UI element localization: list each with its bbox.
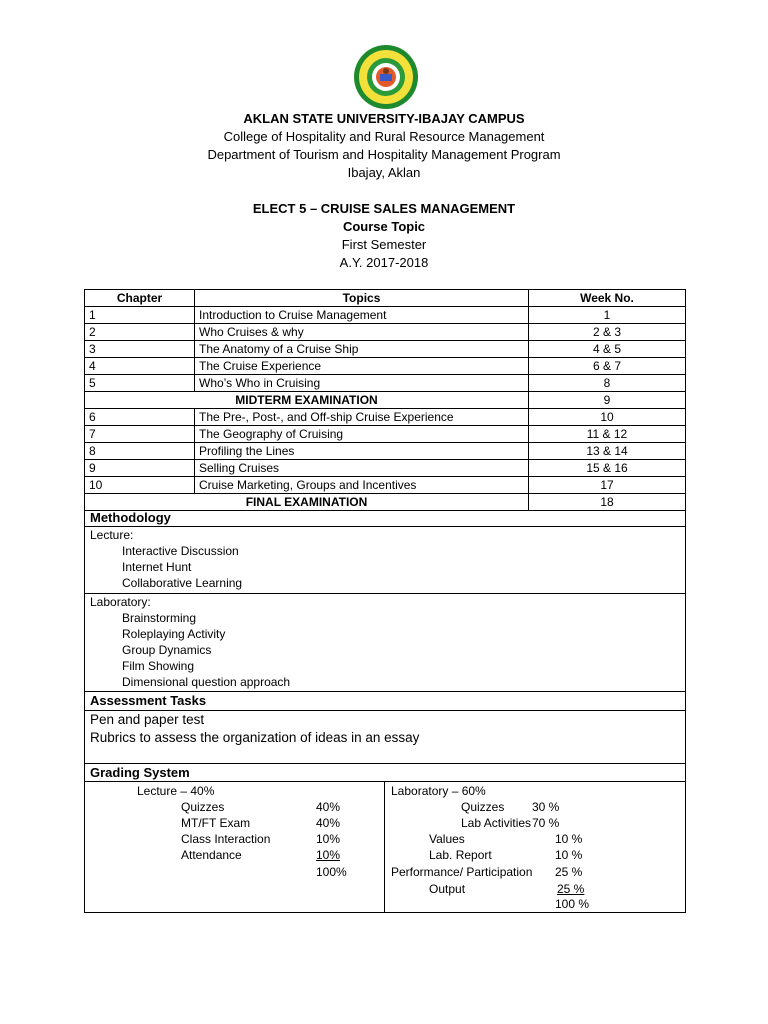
- methodology-title: Methodology: [90, 510, 171, 525]
- table-row: [85, 409, 686, 426]
- week-cell: 4 & 5: [529, 341, 686, 358]
- grade-item-value: 25 %: [555, 865, 583, 879]
- week-cell: 2 & 3: [529, 324, 686, 341]
- grade-item-value: 10 %: [555, 832, 583, 846]
- college-name: College of Hospitality and Rural Resource Management: [223, 129, 545, 144]
- table-row: [85, 426, 686, 443]
- grade-item-value: 40%: [316, 816, 341, 830]
- grade-item-name: Lab Activities: [461, 816, 532, 830]
- list-item: Rubrics to assess the organization of ideas in an essay: [90, 730, 420, 745]
- list-item: Dimensional question approach: [122, 675, 291, 689]
- chapter-cell: 9: [85, 460, 195, 477]
- laboratory-grade-label: Laboratory – 60%: [391, 784, 486, 798]
- lecture-grading: [85, 782, 385, 912]
- list-item: Pen and paper test: [90, 712, 205, 727]
- list-item: Group Dynamics: [122, 643, 212, 657]
- table-row: [85, 375, 686, 392]
- table-row: [85, 460, 686, 477]
- assessment-section: [84, 692, 686, 711]
- grade-item-name: Performance/ Participation: [391, 865, 533, 879]
- grade-item-value: 40%: [316, 800, 341, 814]
- lecture-label: Lecture:: [90, 528, 134, 542]
- chapter-cell: 5: [85, 375, 195, 392]
- assessment-tasks: [84, 711, 686, 764]
- header-chapter: Chapter: [85, 290, 195, 307]
- chapter-cell: 6: [85, 409, 195, 426]
- header-week: Week No.: [529, 290, 686, 307]
- topic-cell: Profiling the Lines: [195, 443, 529, 460]
- grading-title: Grading System: [90, 765, 190, 780]
- grade-item-name: Output: [429, 882, 466, 896]
- table-row: [85, 477, 686, 494]
- topic-cell: Introduction to Cruise Management: [195, 307, 529, 324]
- list-item: Collaborative Learning: [122, 576, 243, 590]
- course-title: ELECT 5 – CRUISE SALES MANAGEMENT: [252, 201, 516, 216]
- final-row: [85, 494, 686, 511]
- table-header-row: [85, 290, 686, 307]
- table-row: [85, 341, 686, 358]
- table-row: [85, 324, 686, 341]
- topic-cell: The Cruise Experience: [195, 358, 529, 375]
- lecture-total: 100%: [316, 865, 347, 879]
- grade-item-name: MT/FT Exam: [181, 816, 251, 830]
- week-cell: 13 & 14: [529, 443, 686, 460]
- week-cell: 17: [529, 477, 686, 494]
- grade-item-value: 30 %: [532, 800, 560, 814]
- final-week: 18: [529, 494, 686, 511]
- methodology-section: [84, 510, 686, 527]
- grade-item-name: Attendance: [181, 848, 242, 862]
- topic-cell: Cruise Marketing, Groups and Incentives: [195, 477, 529, 494]
- university-seal-logo: [353, 44, 419, 110]
- grade-item-name: Quizzes: [181, 800, 225, 814]
- week-cell: 10: [529, 409, 686, 426]
- lecture-methods: [84, 527, 686, 594]
- grade-item-value: 70 %: [532, 816, 560, 830]
- week-cell: 15 & 16: [529, 460, 686, 477]
- topic-cell: The Anatomy of a Cruise Ship: [195, 341, 529, 358]
- grading-system-table: [84, 782, 686, 913]
- academic-year: A.Y. 2017-2018: [339, 255, 429, 270]
- laboratory-label: Laboratory:: [90, 595, 151, 609]
- chapter-cell: 10: [85, 477, 195, 494]
- location: Ibajay, Aklan: [347, 165, 421, 180]
- grade-item-value: 10 %: [555, 848, 583, 862]
- midterm-row: [85, 392, 686, 409]
- course-header: [0, 200, 768, 272]
- chapter-cell: 2: [85, 324, 195, 341]
- week-cell: 6 & 7: [529, 358, 686, 375]
- semester: First Semester: [341, 237, 427, 252]
- document-header: [0, 110, 768, 182]
- course-subtitle: Course Topic: [342, 219, 426, 234]
- list-item: Internet Hunt: [122, 560, 192, 574]
- midterm-week: 9: [529, 392, 686, 409]
- chapter-cell: 3: [85, 341, 195, 358]
- laboratory-total: 100 %: [555, 897, 590, 911]
- topic-cell: Selling Cruises: [195, 460, 529, 477]
- chapter-cell: 7: [85, 426, 195, 443]
- week-cell: 11 & 12: [529, 426, 686, 443]
- grade-item-name: Values: [429, 832, 465, 846]
- topic-cell: Who Cruises & why: [195, 324, 529, 341]
- final-label: FINAL EXAMINATION: [85, 494, 529, 511]
- grading-section: [84, 764, 686, 782]
- university-name: AKLAN STATE UNIVERSITY-IBAJAY CAMPUS: [243, 111, 525, 126]
- chapter-cell: 1: [85, 307, 195, 324]
- grade-item-name: Quizzes: [461, 800, 505, 814]
- list-item: Brainstorming: [122, 611, 197, 625]
- chapter-cell: 4: [85, 358, 195, 375]
- midterm-label: MIDTERM EXAMINATION: [85, 392, 529, 409]
- grade-item-value: 25 %: [557, 882, 585, 896]
- assessment-title: Assessment Tasks: [90, 693, 207, 708]
- grade-item-name: Lab. Report: [429, 848, 492, 862]
- chapter-cell: 8: [85, 443, 195, 460]
- laboratory-methods: [84, 594, 686, 692]
- topic-cell: The Geography of Cruising: [195, 426, 529, 443]
- list-item: Film Showing: [122, 659, 195, 673]
- list-item: Roleplaying Activity: [122, 627, 226, 641]
- list-item: Interactive Discussion: [122, 544, 239, 558]
- table-row: [85, 443, 686, 460]
- grade-item-name: Class Interaction: [181, 832, 271, 846]
- week-cell: 8: [529, 375, 686, 392]
- table-row: [85, 358, 686, 375]
- grade-item-value: 10%: [316, 832, 341, 846]
- table-row: [85, 307, 686, 324]
- course-topics-table: [84, 289, 686, 511]
- week-cell: 1: [529, 307, 686, 324]
- topic-cell: Who’s Who in Cruising: [195, 375, 529, 392]
- header-topics: Topics: [195, 290, 529, 307]
- lecture-grade-label: Lecture – 40%: [137, 784, 215, 798]
- topic-cell: The Pre-, Post-, and Off-ship Cruise Experience: [195, 409, 529, 426]
- department-name: Department of Tourism and Hospitality Management Program: [207, 147, 561, 162]
- grade-item-value: 10%: [316, 848, 341, 862]
